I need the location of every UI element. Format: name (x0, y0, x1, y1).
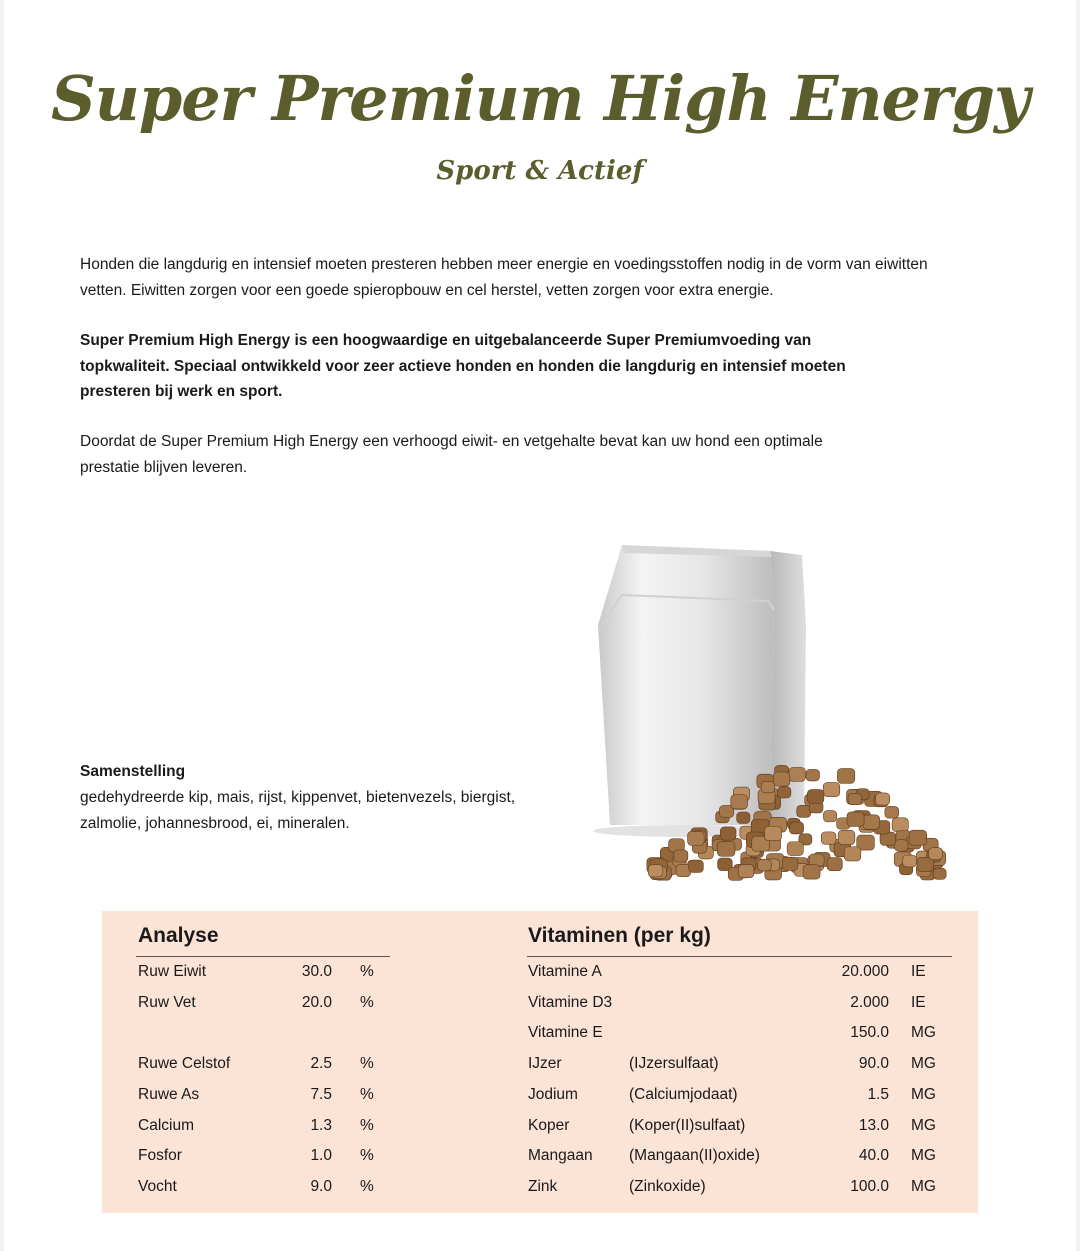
food-bag-with-kibble-icon (580, 535, 960, 885)
analysis-unit: % (360, 993, 374, 1011)
kibble-piece (933, 868, 946, 879)
analysis-unit: % (360, 1177, 374, 1195)
kibble-piece (731, 795, 748, 809)
kibble-piece (720, 827, 736, 840)
analysis-name: Calcium (138, 1116, 194, 1134)
kibble-piece (787, 842, 803, 856)
vitamin-unit: MG (911, 1177, 936, 1195)
vitamins-title: Vitaminen (per kg) (528, 924, 711, 947)
vitamin-unit: MG (911, 1116, 936, 1134)
kibble-piece (909, 830, 927, 845)
kibble-piece (674, 850, 688, 862)
analysis-value: 30.0 (301, 963, 332, 980)
kibble-piece (827, 858, 842, 871)
vitamin-value: 1.5 (867, 1085, 889, 1103)
vitamin-value: 150.0 (850, 1024, 889, 1042)
intro-paragraph-1: Honden die langdurig en intensief moeten presteren hebben meer energie en voedingsstoffen nodig in de vorm van eiwitten vetten. Eiwitten zorgen voor een goede spieropbouw en cel herstel, vetten zorgen voor extra energie. (80, 256, 928, 299)
kibble-piece (797, 805, 811, 817)
kibble-piece (844, 847, 861, 861)
kibble-piece (876, 793, 890, 805)
intro-paragraph-3: Doordat de Super Premium High Energy een verhoogd eiwit- en vetgehalte bevat kan uw hond een optimale prestatie blijven leveren. (80, 433, 823, 476)
vitamin-source: (IJzersulfaat) (629, 1055, 719, 1073)
analysis-value: 2.5 (310, 1055, 332, 1073)
vitamin-unit: IE (911, 993, 926, 1011)
analysis-name: Vocht (138, 1177, 177, 1195)
vitamin-name: Koper (528, 1116, 570, 1134)
kibble-piece (848, 793, 861, 804)
vitamin-value: 40.0 (858, 1147, 889, 1165)
kibble-piece (847, 812, 864, 827)
kibble-piece (892, 818, 908, 832)
analysis-value: 9.0 (310, 1177, 332, 1195)
vitamin-source: (Koper(II)sulfaat) (629, 1116, 746, 1134)
kibble-piece (789, 822, 803, 834)
vitamin-unit: IE (911, 963, 926, 980)
kibble-piece (758, 859, 772, 871)
kibble-piece (806, 769, 820, 780)
vitamin-value: 90.0 (858, 1055, 889, 1073)
analysis-value: 1.0 (310, 1147, 332, 1165)
analysis-name: Ruwe Celstof (138, 1055, 231, 1073)
vitamin-value: 13.0 (858, 1116, 889, 1134)
vitamin-unit: MG (911, 1024, 936, 1042)
kibble-piece (765, 826, 782, 840)
intro-paragraph-2: Super Premium High Energy is een hoogwaardige en uitgebalanceerde Super Premiumvoeding van topkwaliteit. Speciaal ontwikkeld voor zeer actieve honden en honden die langdurig en intensief moeten presteren bij werk en sport. (80, 332, 846, 400)
kibble-piece (885, 806, 899, 818)
page-subtitle: Sport & Actief (436, 156, 644, 186)
kibble-piece (929, 848, 943, 860)
vitamin-unit: MG (911, 1085, 936, 1103)
vitamin-unit: MG (911, 1147, 936, 1165)
vitamin-value: 100.0 (850, 1177, 889, 1195)
analysis-name: Fosfor (138, 1147, 182, 1165)
vitamin-source: (Zinkoxide) (629, 1177, 706, 1195)
analysis-name: Ruw Eiwit (138, 963, 207, 980)
analysis-divider (136, 956, 390, 957)
kibble-piece (689, 860, 704, 872)
vitamin-source: (Mangaan(II)oxide) (629, 1147, 760, 1165)
vitamin-value: 2.000 (850, 993, 889, 1011)
analysis-unit: % (360, 1147, 374, 1165)
analysis-name: Ruw Vet (138, 993, 196, 1011)
kibble-piece (838, 830, 855, 844)
vitamin-name: Vitamine D3 (528, 993, 613, 1011)
analysis-unit: % (360, 1116, 374, 1134)
vitamin-name: Vitamine E (528, 1024, 603, 1042)
kibble-piece (773, 772, 790, 786)
analysis-name: Ruwe As (138, 1085, 200, 1103)
vitamin-name: Zink (528, 1177, 558, 1195)
analysis-unit: % (360, 963, 374, 980)
kibble-piece (807, 790, 823, 804)
page-title: Super Premium High Energy (50, 62, 1030, 135)
kibble-piece (863, 815, 880, 829)
kibble-piece (903, 855, 917, 867)
kibble-piece (648, 865, 663, 877)
nutrition-panel (102, 911, 978, 1213)
kibble-piece (717, 841, 735, 856)
vitamin-name: IJzer (528, 1055, 562, 1073)
analysis-unit: % (360, 1085, 374, 1103)
kibble-piece (737, 812, 750, 823)
kibble-piece (761, 781, 774, 792)
vitamin-name: Vitamine A (528, 963, 602, 980)
kibble-piece (688, 831, 705, 845)
vitamin-source: (Calciumjodaat) (629, 1085, 738, 1103)
kibble-piece (782, 857, 797, 870)
kibble-piece (738, 865, 753, 878)
vitamin-value: 20.000 (841, 963, 889, 980)
kibble-piece (821, 832, 836, 844)
analysis-value: 7.5 (310, 1085, 332, 1103)
kibble-piece (823, 783, 840, 797)
kibble-piece (823, 811, 836, 822)
kibble-piece (894, 840, 907, 851)
analysis-value: 20.0 (301, 993, 332, 1011)
vitamin-name: Mangaan (528, 1147, 593, 1165)
analysis-title: Analyse (138, 924, 219, 947)
composition-text: gedehydreerde kip, mais, rijst, kippenvet, bietenvezels, biergist, zalmolie, johannesbrood, ei, mineralen. (80, 789, 516, 832)
analysis-unit: % (360, 1055, 374, 1073)
kibble-piece (837, 769, 854, 784)
vitamins-divider (527, 956, 952, 957)
composition-title: Samenstelling (80, 763, 186, 780)
vitamin-unit: MG (911, 1055, 936, 1073)
vitamin-name: Jodium (528, 1085, 578, 1103)
kibble-piece (789, 767, 805, 781)
analysis-value: 1.3 (310, 1116, 332, 1134)
composition-section (80, 759, 540, 837)
kibble-piece (803, 865, 820, 879)
kibble-piece (778, 787, 791, 798)
